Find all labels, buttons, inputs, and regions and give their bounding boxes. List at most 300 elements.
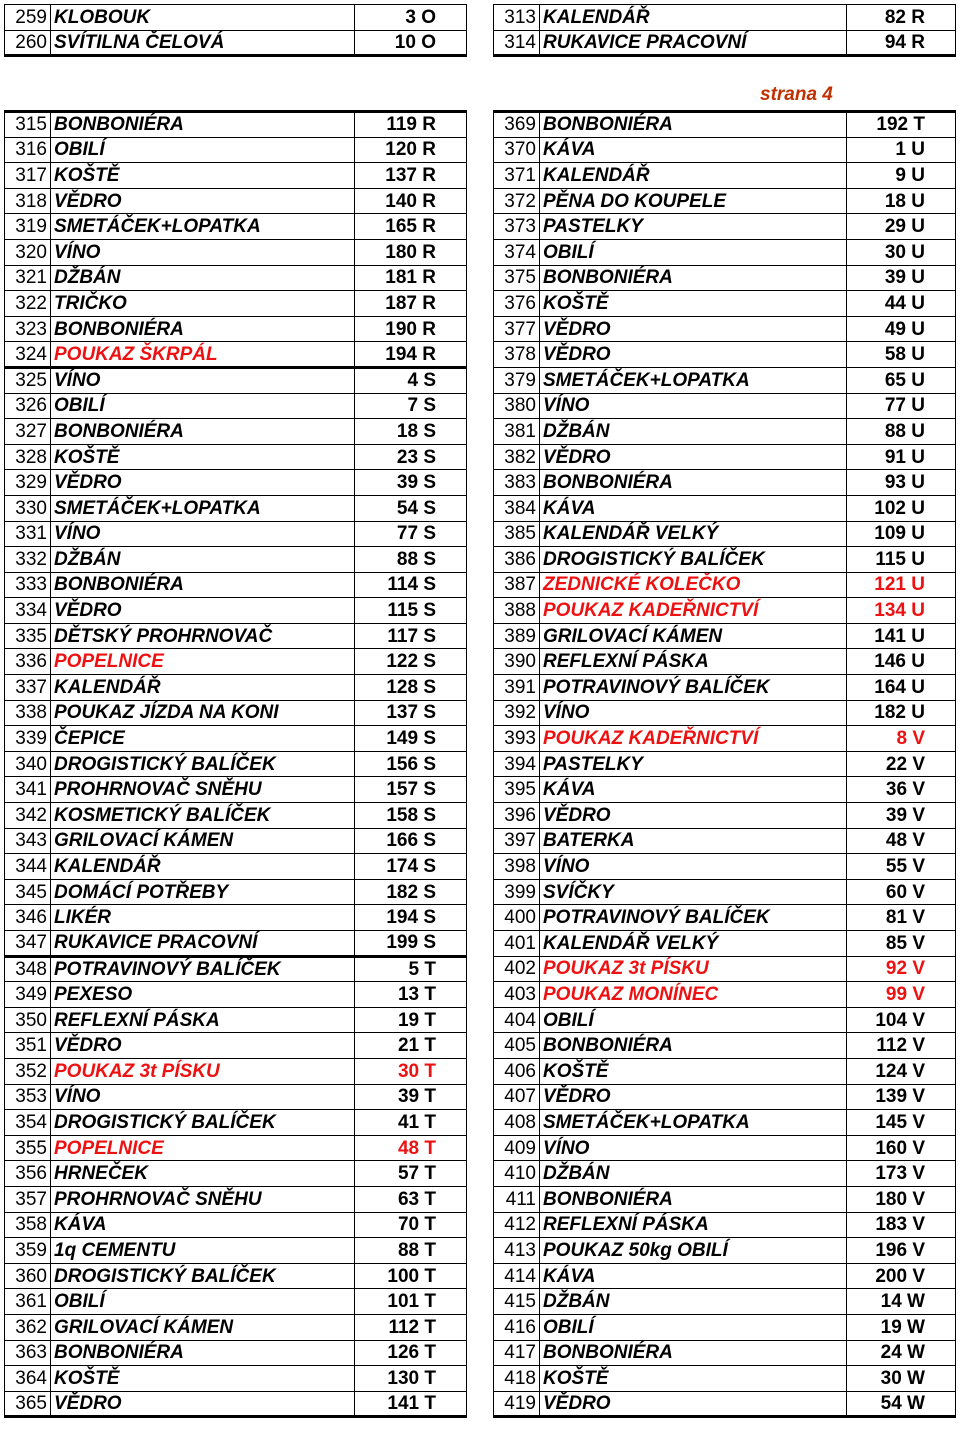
row-number: 391 [494,675,540,701]
row-number: 386 [494,547,540,573]
item-code: 48 V [847,828,956,854]
row-number: 399 [494,879,540,905]
item-code: 187 R [355,291,467,317]
item-code: 181 R [355,265,467,291]
table-row [494,1289,956,1315]
table-row [5,214,467,240]
table-row [5,393,467,419]
table-row [5,239,467,265]
item-code: 141 T [355,1391,467,1417]
item-code: 24 W [847,1340,956,1366]
item-code: 63 T [355,1186,467,1212]
row-number: 393 [494,726,540,752]
item-name: KÁVA [540,495,847,521]
table-row [5,1289,467,1315]
item-name: VÍNO [540,854,847,880]
row-number: 380 [494,393,540,419]
item-name: POTRAVINOVÝ BALÍČEK [540,675,847,701]
table-row [494,879,956,905]
item-name: KALENDÁŘ [51,675,355,701]
item-name: KALENDÁŘ [51,854,355,880]
item-code: 1 U [847,137,956,163]
table-row [494,1314,956,1340]
item-name: LIKÉR [51,905,355,931]
table-row [5,1212,467,1238]
item-name: KOŠTĚ [51,163,355,189]
item-name: 1q CEMENTU [51,1238,355,1264]
table-row [5,1110,467,1136]
table-row [494,265,956,291]
item-code: 194 S [355,905,467,931]
item-code: 92 V [847,956,956,982]
item-code: 166 S [355,828,467,854]
item-code: 164 U [847,675,956,701]
item-name: KÁVA [51,1212,355,1238]
top-left-table [4,4,467,57]
item-code: 182 S [355,879,467,905]
item-code: 158 S [355,803,467,829]
table-row [5,649,467,675]
row-number: 357 [5,1186,51,1212]
table-row [494,905,956,931]
item-code: 180 V [847,1186,956,1212]
item-code: 82 R [847,5,956,31]
table-row [494,1135,956,1161]
row-number: 385 [494,521,540,547]
row-number: 384 [494,495,540,521]
item-code: 182 U [847,700,956,726]
item-name: SMETÁČEK+LOPATKA [51,214,355,240]
table-row [5,5,467,31]
item-name: VĚDRO [540,316,847,342]
item-name: BONBONIÉRA [540,265,847,291]
item-name: DOMÁCÍ POTŘEBY [51,879,355,905]
item-code: 5 T [355,956,467,982]
item-name: RUKAVICE PRACOVNÍ [51,931,355,957]
item-code: 109 U [847,521,956,547]
item-code: 30 T [355,1058,467,1084]
top-right-table [493,4,956,57]
row-number: 339 [5,726,51,752]
row-number: 328 [5,444,51,470]
table-row [5,188,467,214]
item-name: REFLEXNÍ PÁSKA [51,1007,355,1033]
table-row [494,419,956,445]
item-name: GRILOVACÍ KÁMEN [51,828,355,854]
item-code: 39 T [355,1084,467,1110]
table-row [5,1007,467,1033]
table-row [5,572,467,598]
table-row [5,598,467,624]
row-number: 342 [5,803,51,829]
item-code: 49 U [847,316,956,342]
row-number: 407 [494,1084,540,1110]
row-number: 343 [5,828,51,854]
table-row [494,828,956,854]
item-code: 156 S [355,751,467,777]
item-code: 70 T [355,1212,467,1238]
row-number: 326 [5,393,51,419]
table-row [494,1340,956,1366]
item-code: 137 S [355,700,467,726]
row-number: 412 [494,1212,540,1238]
table-row [494,393,956,419]
table-row [5,905,467,931]
table-row [5,1186,467,1212]
row-number: 353 [5,1084,51,1110]
item-code: 112 V [847,1033,956,1059]
item-code: 7 S [355,393,467,419]
row-number: 335 [5,623,51,649]
item-code: 39 U [847,265,956,291]
table-row [494,726,956,752]
table-row [5,30,467,56]
row-number: 381 [494,419,540,445]
item-name: GRILOVACÍ KÁMEN [51,1314,355,1340]
item-name: BONBONIÉRA [51,1340,355,1366]
table-row [494,1212,956,1238]
row-number: 333 [5,572,51,598]
item-name: BONBONIÉRA [51,572,355,598]
row-number: 344 [5,854,51,880]
table-row [494,291,956,317]
item-name: KLOBOUK [51,5,355,31]
table-row [5,342,467,368]
row-number: 323 [5,316,51,342]
row-number: 345 [5,879,51,905]
item-code: 101 T [355,1289,467,1315]
row-number: 397 [494,828,540,854]
item-code: 139 V [847,1084,956,1110]
row-number: 350 [5,1007,51,1033]
item-code: 39 S [355,470,467,496]
row-number: 375 [494,265,540,291]
table-row [5,777,467,803]
table-row [494,1238,956,1264]
table-row [494,1110,956,1136]
item-code: 145 V [847,1110,956,1136]
item-name: DŽBÁN [540,1289,847,1315]
row-number: 415 [494,1289,540,1315]
table-row [5,137,467,163]
row-number: 319 [5,214,51,240]
row-number: 402 [494,956,540,982]
table-row [5,316,467,342]
row-number: 314 [494,30,540,56]
item-code: 174 S [355,854,467,880]
item-name: PĚNA DO KOUPELE [540,188,847,214]
item-name: VĚDRO [540,444,847,470]
row-number: 362 [5,1314,51,1340]
row-number: 360 [5,1263,51,1289]
row-number: 418 [494,1366,540,1392]
item-name: KÁVA [540,137,847,163]
item-name: POTRAVINOVÝ BALÍČEK [51,956,355,982]
row-number: 348 [5,956,51,982]
item-name: VĚDRO [51,1033,355,1059]
table-row [5,1033,467,1059]
row-number: 417 [494,1340,540,1366]
item-name: OBILÍ [540,239,847,265]
item-name: POUKAZ ŠKRPÁL [51,342,355,368]
item-name: ČEPICE [51,726,355,752]
item-name: DROGISTICKÝ BALÍČEK [51,751,355,777]
row-number: 334 [5,598,51,624]
item-code: 183 V [847,1212,956,1238]
table-row [5,1340,467,1366]
item-name: DROGISTICKÝ BALÍČEK [51,1263,355,1289]
row-number: 325 [5,367,51,393]
table-row [494,1366,956,1392]
item-name: REFLEXNÍ PÁSKA [540,649,847,675]
row-number: 349 [5,982,51,1008]
item-code: 44 U [847,291,956,317]
item-name: DROGISTICKÝ BALÍČEK [540,547,847,573]
item-code: 115 S [355,598,467,624]
table-row [494,547,956,573]
item-name: POPELNICE [51,1135,355,1161]
item-name: REFLEXNÍ PÁSKA [540,1212,847,1238]
item-code: 88 T [355,1238,467,1264]
item-name: DŽBÁN [540,1161,847,1187]
item-name: OBILÍ [51,393,355,419]
item-code: 190 R [355,316,467,342]
item-name: POUKAZ 3t PÍSKU [51,1058,355,1084]
item-code: 77 U [847,393,956,419]
item-code: 140 R [355,188,467,214]
item-name: POUKAZ 50kg OBILÍ [540,1238,847,1264]
row-number: 383 [494,470,540,496]
table-row [494,163,956,189]
main-right-table [493,110,956,1418]
row-number: 321 [5,265,51,291]
table-row [5,1238,467,1264]
row-number: 260 [5,30,51,56]
row-number: 352 [5,1058,51,1084]
table-row [494,649,956,675]
row-number: 327 [5,419,51,445]
table-row [5,470,467,496]
row-number: 416 [494,1314,540,1340]
row-number: 320 [5,239,51,265]
table-row [5,1366,467,1392]
table-row [494,1084,956,1110]
row-number: 330 [5,495,51,521]
table-row [494,1161,956,1187]
item-name: POTRAVINOVÝ BALÍČEK [540,905,847,931]
table-row [5,1161,467,1187]
item-name: OBILÍ [51,1289,355,1315]
table-row [5,112,467,138]
item-name: KALENDÁŘ [540,5,847,31]
item-name: KÁVA [540,777,847,803]
item-code: 160 V [847,1135,956,1161]
item-code: 114 S [355,572,467,598]
item-code: 88 U [847,419,956,445]
table-row [494,777,956,803]
row-number: 377 [494,316,540,342]
item-code: 4 S [355,367,467,393]
item-name: KOSMETICKÝ BALÍČEK [51,803,355,829]
item-name: VĚDRO [540,803,847,829]
item-code: 81 V [847,905,956,931]
table-row [5,547,467,573]
item-name: VĚDRO [540,342,847,368]
item-name: KOŠTĚ [51,444,355,470]
item-code: 124 V [847,1058,956,1084]
item-name: VÍNO [51,367,355,393]
table-row [494,30,956,56]
table-row [5,521,467,547]
table-row [5,444,467,470]
table-row [5,726,467,752]
table-row [494,1007,956,1033]
row-number: 395 [494,777,540,803]
table-row [494,572,956,598]
item-name: TRIČKO [51,291,355,317]
row-number: 347 [5,931,51,957]
table-row [5,1058,467,1084]
row-number: 388 [494,598,540,624]
item-name: BONBONIÉRA [51,112,355,138]
table-row [5,1263,467,1289]
row-number: 363 [5,1340,51,1366]
item-code: 134 U [847,598,956,624]
row-number: 364 [5,1366,51,1392]
item-name: KALENDÁŘ [540,163,847,189]
item-code: 48 T [355,1135,467,1161]
item-name: KOŠTĚ [540,291,847,317]
row-number: 322 [5,291,51,317]
item-name: KOŠTĚ [540,1058,847,1084]
table-row [494,214,956,240]
item-name: DŽBÁN [51,547,355,573]
table-row [494,188,956,214]
item-code: 39 V [847,803,956,829]
item-code: 115 U [847,547,956,573]
table-row [494,982,956,1008]
table-row [494,623,956,649]
item-name: SVÍTILNA ČELOVÁ [51,30,355,56]
item-code: 22 V [847,751,956,777]
item-name: POPELNICE [51,649,355,675]
item-name: VÍNO [51,1084,355,1110]
item-code: 141 U [847,623,956,649]
row-number: 408 [494,1110,540,1136]
item-code: 91 U [847,444,956,470]
row-number: 373 [494,214,540,240]
item-name: BONBONIÉRA [540,470,847,496]
row-number: 354 [5,1110,51,1136]
item-code: 9 U [847,163,956,189]
item-name: OBILÍ [540,1007,847,1033]
item-name: VÍNO [540,700,847,726]
item-code: 21 T [355,1033,467,1059]
item-code: 18 U [847,188,956,214]
item-code: 94 R [847,30,956,56]
item-code: 19 T [355,1007,467,1033]
item-name: HRNEČEK [51,1161,355,1187]
item-name: SMETÁČEK+LOPATKA [540,367,847,393]
row-number: 361 [5,1289,51,1315]
item-code: 10 O [355,30,467,56]
row-number: 341 [5,777,51,803]
table-row [494,598,956,624]
item-code: 100 T [355,1263,467,1289]
row-number: 369 [494,112,540,138]
row-number: 346 [5,905,51,931]
item-name: VÍNO [540,393,847,419]
item-name: POUKAZ KADEŘNICTVÍ [540,598,847,624]
item-name: ZEDNICKÉ KOLEČKO [540,572,847,598]
table-row [494,137,956,163]
item-code: 85 V [847,931,956,957]
item-code: 146 U [847,649,956,675]
item-name: BONBONIÉRA [51,316,355,342]
row-number: 355 [5,1135,51,1161]
row-number: 358 [5,1212,51,1238]
table-row [494,1391,956,1417]
row-number: 329 [5,470,51,496]
item-name: SVÍČKY [540,879,847,905]
table-row [494,1058,956,1084]
row-number: 351 [5,1033,51,1059]
table-row [5,828,467,854]
table-row [494,700,956,726]
item-code: 29 U [847,214,956,240]
item-name: PASTELKY [540,751,847,777]
row-number: 414 [494,1263,540,1289]
item-name: DĚTSKÝ PROHRNOVAČ [51,623,355,649]
item-name: BONBONIÉRA [540,1033,847,1059]
item-code: 119 R [355,112,467,138]
item-code: 112 T [355,1314,467,1340]
table-row [5,675,467,701]
item-code: 199 S [355,931,467,957]
table-row [494,854,956,880]
table-row [494,470,956,496]
row-number: 313 [494,5,540,31]
item-name: VĚDRO [51,470,355,496]
item-code: 30 W [847,1366,956,1392]
row-number: 336 [5,649,51,675]
table-row [494,751,956,777]
row-number: 379 [494,367,540,393]
item-name: BONBONIÉRA [540,1186,847,1212]
table-row [5,803,467,829]
item-code: 194 R [355,342,467,368]
item-name: VÍNO [51,239,355,265]
item-code: 36 V [847,777,956,803]
row-number: 389 [494,623,540,649]
item-name: DŽBÁN [540,419,847,445]
item-name: GRILOVACÍ KÁMEN [540,623,847,649]
row-number: 371 [494,163,540,189]
item-code: 23 S [355,444,467,470]
item-code: 58 U [847,342,956,368]
item-code: 41 T [355,1110,467,1136]
row-number: 359 [5,1238,51,1264]
row-number: 387 [494,572,540,598]
table-row [494,803,956,829]
table-row [5,931,467,957]
item-name: OBILÍ [51,137,355,163]
item-code: 126 T [355,1340,467,1366]
table-row [5,751,467,777]
row-number: 403 [494,982,540,1008]
row-number: 318 [5,188,51,214]
item-code: 128 S [355,675,467,701]
